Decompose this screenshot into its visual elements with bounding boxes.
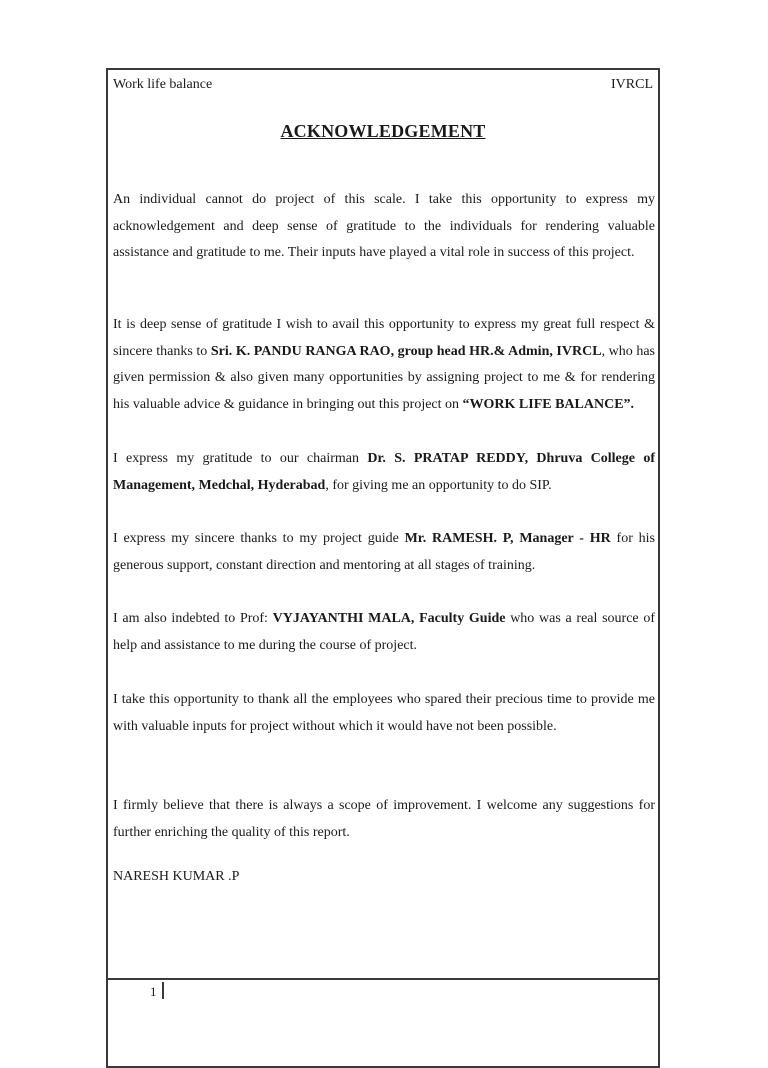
bold-project-title: “WORK LIFE BALANCE”. xyxy=(462,396,635,412)
running-header xyxy=(113,76,653,94)
paragraph-closing: I firmly believe that there is always a scope of improvement. I welcome any suggestions for further enriching the quality of this report. xyxy=(113,798,655,840)
signature-name: NARESH KUMAR .P xyxy=(113,869,240,884)
paragraph-text: I am also indebted to Prof: xyxy=(113,611,273,626)
paragraph-text: I express my sincere thanks to my project guide xyxy=(113,531,405,546)
bold-name: Sri. K. PANDU RANGA RAO, group head HR.& Admin, IVRCL xyxy=(210,343,602,359)
paragraph-text: , who has given permission & also given many opportunities by assigning project to me & for rendering his valuable advice & guidance in bringing out this project on xyxy=(113,343,656,412)
paragraph-faculty-thanks xyxy=(113,606,655,659)
page-title: ACKNOWLEDGEMENT xyxy=(280,121,486,141)
bold-name: VYJAYANTHI MALA, Faculty Guide xyxy=(272,611,506,626)
footer-divider xyxy=(106,978,660,980)
paragraph-chairman-thanks xyxy=(113,446,655,499)
header-left-text: Work life balance xyxy=(113,77,213,92)
paragraph-text: , for giving me an opportunity to do SIP. xyxy=(325,477,552,493)
bold-name: Mr. RAMESH. P, Manager - HR xyxy=(404,531,611,546)
paragraph-text: for his generous support, constant direction and mentoring at all stages of training. xyxy=(113,531,655,573)
paragraph-text: who was a real source of help and assistance to me during the course of project. xyxy=(113,611,655,653)
page-number: 1 xyxy=(150,984,157,999)
paragraph-text: It is deep sense of gratitude I wish to avail this opportunity to express my great full respect & sincere thanks to xyxy=(113,317,655,359)
paragraph-group-head-thanks xyxy=(113,312,655,418)
paragraph-intro: An individual cannot do project of this scale. I take this opportunity to express my acknowledgement and deep sense of gratitude to the individuals for rendering valuable assistance and gratitude to me. Their inputs have played a vital role in success of this project. xyxy=(113,192,655,261)
paragraph-text: I express my gratitude to our chairman xyxy=(113,451,368,466)
paragraph-guide-thanks xyxy=(113,526,655,579)
page-number-separator xyxy=(162,982,164,999)
bold-name: Dr. S. PRATAP REDDY, Dhruva College of Management, Medchal, Hyderabad xyxy=(113,451,655,493)
paragraph-employees-thanks: I take this opportunity to thank all the employees who spared their precious time to provide me with valuable inputs for project without which it would have not been possible. xyxy=(113,692,655,734)
header-right-text: IVRCL xyxy=(611,77,653,92)
